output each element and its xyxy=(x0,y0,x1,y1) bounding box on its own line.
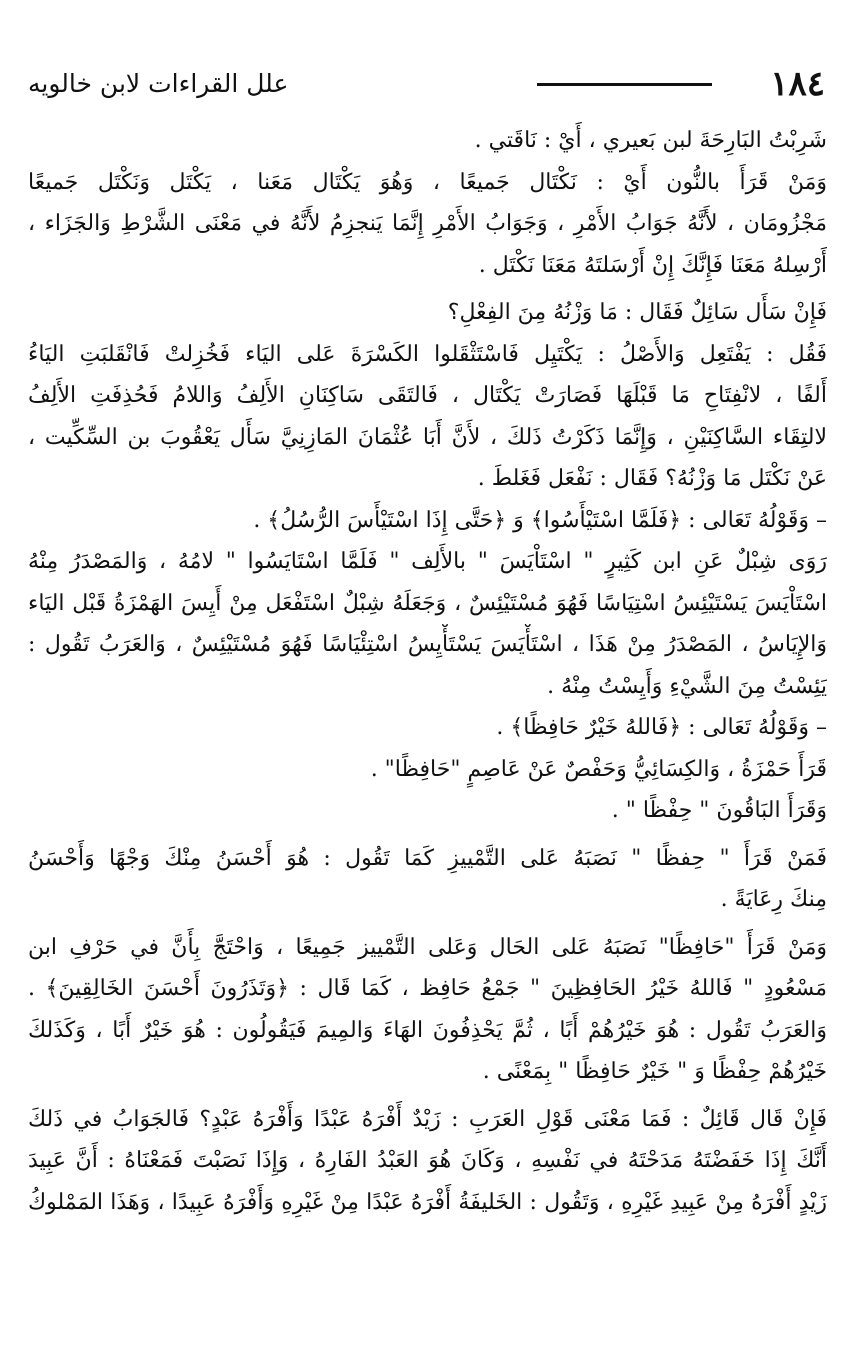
text-line: وَالعَرَبُ تَقُول : هُوَ خَيْرُهُمْ أَبًا ، ثُمَّ يَحْذِفُونَ الهَاءَ وَالمِيمَ فَيَقُولُون : هُوَ خَيْرٌ أَبًا ، وَكَذَلكَ xyxy=(28,1017,827,1043)
text-line: أَلفًا ، لانْفِتَاحِ مَا قَبْلَهَا فَصَارَتْ يَكْتَال ، فَالتَقَى سَاكِنَانِ الأَلِفُ وَاللامُ فَحُذِفَتِ الأَلِفُ xyxy=(28,383,827,408)
text-line: قَرَأَ حَمْزَةُ ، وَالكِسَائِيُّ وَحَفْصٌ عَنْ عَاصِمٍ "حَافِظًا" . xyxy=(370,756,827,782)
text-line: خَيْرُهُمْ حِفْظًا وَ " خَيْرٌ حَافِظًا " بِمَعْنًى . xyxy=(482,1059,827,1084)
text-line: مِنكَ رِعَايَةً . xyxy=(720,887,827,912)
running-title: علل القراءات لابن خالويه xyxy=(28,69,289,98)
text-line: مَجْزُومَان ، لأَنَّهُ جَوَابُ الأَمْرِ ، وَجَوَابُ الأَمْرِ إِنَّمَا يَنجزِمُ لأَنَّهُ في مَعْنَى الشَّرْطِ وَالجَزَاء ، xyxy=(28,211,827,236)
text-line: يَئِسْتُ مِنَ الشَّيْءِ وَأَيِسْتُ مِنْهُ . xyxy=(547,673,827,699)
text-line: – وَقَوْلُهُ تَعَالى : ﴿فَاللهُ خَيْرٌ حَافِظًا﴾ . xyxy=(496,715,827,740)
text-line: وَقَرَأَ البَاقُونَ " حِفْظًا " . xyxy=(611,798,827,823)
header-rule xyxy=(537,83,712,86)
body-text xyxy=(28,120,827,1347)
text-line: لالتِقَاء السَّاكِنَيْنِ ، وَإِنَّمَا ذَكَرْتُ ذَلكَ ، لأَنَّ أَبَا عُثْمَانَ المَازِنِيَّ سَأَل يَعْقُوبَ بن السِّكِّيت ، xyxy=(28,424,827,450)
text-line: فَإِنْ قَال قَائِلٌ : فَمَا مَعْنَى قَوْلِ العَرَبِ : زَيْدٌ أَفْرَهُ عَبْدًا وَأَفْرَهُ عَبْدٍ؟ فَالجَوَابُ في ذَلكَ xyxy=(28,1106,827,1132)
text-line: مَسْعُودٍ " فَاللهُ خَيْرُ الحَافِظِينَ " جَمْعُ حَافِظ ، كَمَا قَال : ﴿وَتَذَرُونَ أَحْسَنَ الخَالِقِينَ﴾ . xyxy=(28,976,827,1001)
text-line: وَالإِيَاسُ ، المَصْدَرُ مِنْ هَذَا ، اسْتَأْيَسَ يَسْتَأْيِسُ اسْتِئْيَاسًا فَهُوَ مُسْتَيْئِسٌ ، وَالعَرَبُ تَقُول : xyxy=(28,632,827,657)
text-line: اسْتَاْيَسَ يَسْتَيْئِسُ اسْتِيَاسًا فَهُوَ مُسْتَيْئِسٌ ، وَجَعَلَهُ شِبْلٌ اسْتَفْعَل مِنْ أَيِسَ الهَمْزَةُ قَبْل اليَاء xyxy=(28,590,827,616)
text-line: فَقُل : يَفْتَعِل وَالأَصْلُ : يَكْتَيِل فَاسْتَثْقَلوا الكَسْرَةَ عَلى اليَاء فَخُزِلتْ فَانْقَلبَتِ اليَاءُ xyxy=(28,341,827,367)
text-line: وَمَنْ قَرَأَ "حَافِظًا" نَصَبَهُ عَلى الحَال وَعَلى التَّمْييز جَمِيعًا ، وَاحْتَجَّ بِأَنَّ في حَرْفِ ابن xyxy=(28,934,827,960)
text-line: رَوَى شِبْلٌ عَنِ ابن كَثِيرٍ " اسْتَاْيَسَ " بالأَلِف " فَلَمَّا اسْتَايَسُوا " لامُهُ ، وَالمَصْدَرُ مِنْهُ xyxy=(28,549,827,574)
text-line: أَرْسِلهُ مَعَنَا فَإِنَّكَ إِنْ أَرْسَلتَهُ مَعَنَا نَكْتَل . xyxy=(478,252,827,278)
text-line: – وَقَوْلُهُ تَعَالى : ﴿فَلَمَّا اسْتَيْأَسُوا﴾ وَ ﴿حَتَّى إِذَا اسْتَيْأَسَ الرُّسُلُ﴾ . xyxy=(253,507,827,533)
text-line: عَنْ نَكْتَل مَا وَزْنُهُ؟ فَقَال : نَفْعَل فَغَلطَ . xyxy=(477,466,827,491)
text-line: أَنَّكَ إِذَا خَفَضْتَهُ مَدَحْتَهُ في نَفْسِهِ ، وَكَانَ هُوَ العَبْدُ الفَارِهُ ، وَإِذَا نَصَبْتَ فَمَعْنَاهُ : أَنَّ عَبِيدَ xyxy=(28,1148,827,1173)
text-line: زَيْدٍ أَفْرَهُ مِنْ عَبِيدِ غَيْرِهِ ، وَتَقُول : الخَليفَةُ أَفْرَهُ عَبْدًا مِنْ غَيْرِهِ وَأَفْرَهُ عَبِيدًا ، وَهَذَا المَمْلوكُ xyxy=(28,1189,827,1215)
text-line: فَمَنْ قَرَأَ " حِفظًا " نَصَبَهُ عَلى التَّمْييزِ كَمَا تَقُول : هُوَ أَحْسَنُ مِنْكَ وَجْهًا وَأَحْسَنُ xyxy=(28,845,827,871)
text-line: فَإِنْ سَأَل سَائِلٌ فَقَال : مَا وَزْنُهُ مِنَ الفِعْلِ؟ xyxy=(447,300,827,325)
text-line: شَرِبْتُ البَارِحَةَ لبن بَعيري ، أَيْ : نَاقَتي . xyxy=(474,128,827,153)
text-line: وَمَنْ قَرَأَ بالنُّون أَيْ : نَكْتَال جَميعًا ، وَهُوَ يَكْتَال مَعَنا ، يَكْتَل وَنَكْتَل جَميعًا xyxy=(28,169,827,195)
page-number: ١٨٤ xyxy=(770,64,825,104)
page-header xyxy=(28,62,827,112)
